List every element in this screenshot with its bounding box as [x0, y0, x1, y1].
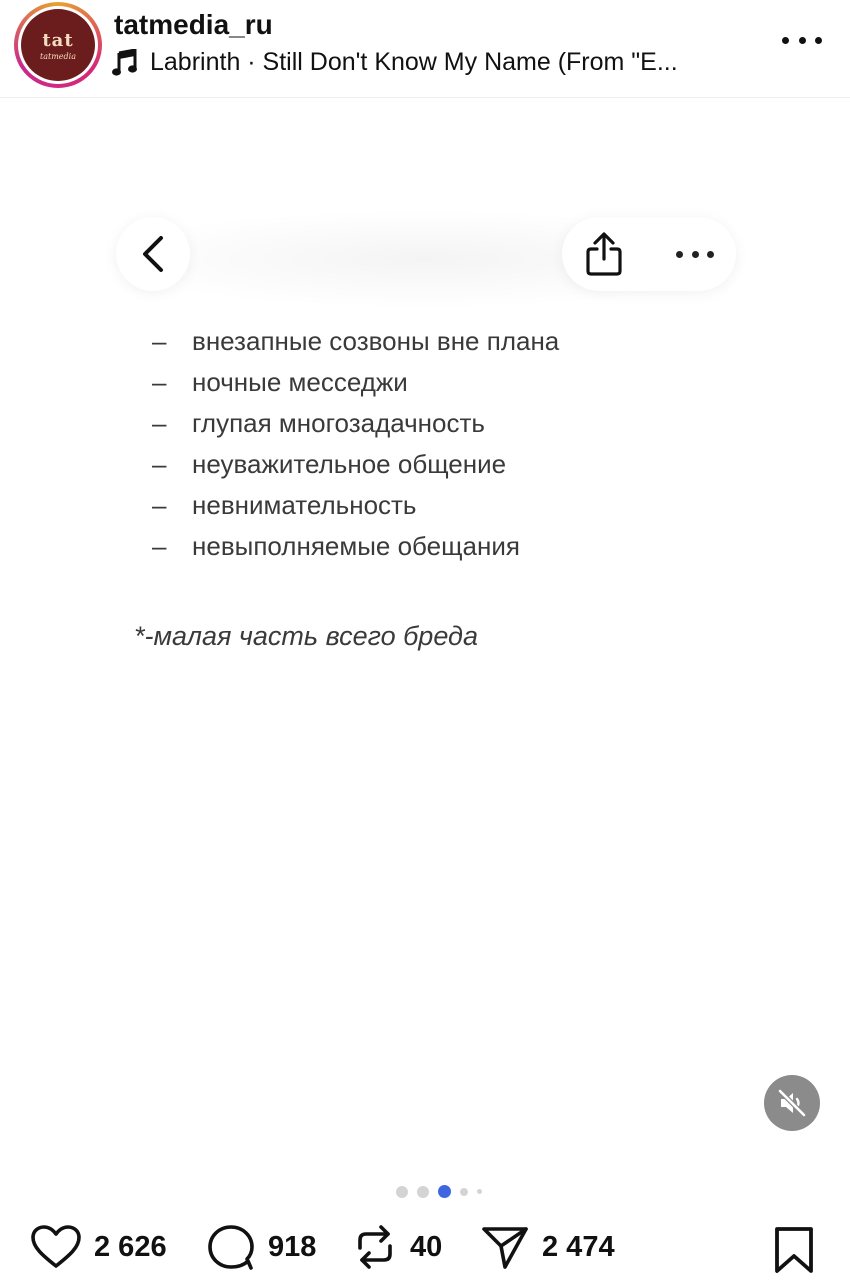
carousel-dot	[396, 1186, 408, 1198]
footnote: *-малая часть всего бреда	[134, 621, 478, 651]
audio-track-label: Labrinth · Still Don't Know My Name (From "E...	[150, 48, 678, 76]
action-bar	[0, 1214, 850, 1280]
audio-track-link[interactable]	[112, 48, 678, 77]
comment-icon	[206, 1223, 256, 1271]
mute-button[interactable]	[764, 1075, 820, 1131]
avatar-logo-text: tat	[42, 29, 74, 51]
list-item: – внезапные созвоны вне плана	[152, 326, 560, 356]
list-item: – невыполняемые обещания	[152, 531, 520, 561]
list-item: – неуважительное общение	[152, 449, 507, 479]
repost-button[interactable]	[352, 1214, 442, 1280]
send-icon	[480, 1224, 530, 1270]
carousel-dot	[417, 1186, 429, 1198]
repost-icon	[352, 1222, 398, 1272]
bookmark-icon[interactable]	[772, 1226, 816, 1274]
music-note-icon	[112, 49, 138, 77]
reposts-count: 40	[410, 1230, 443, 1263]
list-item: – ночные месседжи	[152, 367, 408, 397]
back-button	[116, 217, 190, 291]
post-media[interactable]	[0, 99, 850, 1209]
profile-avatar[interactable]	[14, 2, 102, 88]
carousel-dot-active	[438, 1185, 451, 1198]
share-icon	[584, 231, 624, 277]
more-icon	[782, 37, 789, 44]
ellipsis-icon	[676, 251, 714, 259]
post-header	[0, 0, 850, 98]
like-button[interactable]	[30, 1214, 167, 1280]
carousel-dot	[477, 1189, 482, 1194]
username[interactable]: tatmedia_ru	[114, 9, 273, 40]
carousel-indicator	[396, 1185, 491, 1198]
screenshot-action-pill	[562, 217, 736, 291]
more-options-button[interactable]	[782, 28, 822, 52]
mute-icon	[777, 1088, 807, 1118]
heart-icon	[30, 1224, 82, 1270]
avatar-logo	[21, 9, 95, 81]
carousel-dot	[460, 1188, 468, 1196]
comments-count: 918	[268, 1230, 317, 1263]
list-item: – невнимательность	[152, 490, 417, 520]
send-button[interactable]	[480, 1214, 615, 1280]
chevron-left-icon	[139, 234, 167, 274]
list-item: – глупая многозадачность	[152, 408, 485, 438]
annoyance-list	[152, 321, 559, 567]
likes-count: 2 626	[94, 1230, 167, 1263]
comment-button[interactable]	[206, 1214, 316, 1280]
shares-count: 2 474	[542, 1230, 615, 1263]
avatar-logo-subtext: tatmedia	[40, 51, 76, 61]
